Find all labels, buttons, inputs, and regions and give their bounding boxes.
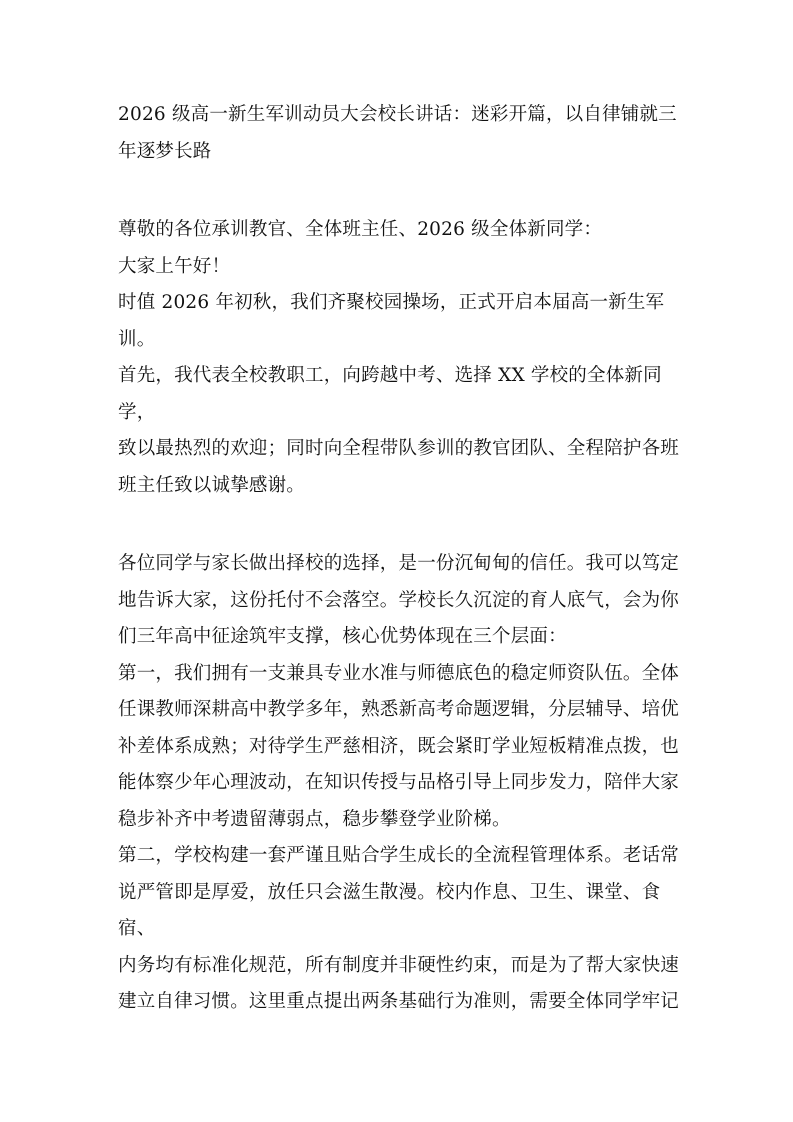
- paragraph-4-line-3: 内务均有标准化规范，所有制度并非硬性约束，而是为了帮大家快速: [118, 954, 680, 976]
- paragraph-3-line-3: 补差体系成熟；对待学生严慈相济，既会紧盯学业短板精准点拨，也: [118, 735, 680, 757]
- paragraph-1-line-2: 首先，我代表全校教职工，向跨越中考、选择 XX 学校的全体新同学，: [118, 365, 662, 423]
- blank-line: [118, 504, 680, 546]
- document-body: [118, 97, 680, 1021]
- blank-line: [118, 170, 680, 212]
- paragraph-1-line-1: 时值 2026 年初秋，我们齐聚校园操场，正式开启本届高一新生军训。: [118, 292, 665, 350]
- document-title-line-2: 年逐梦长路: [118, 140, 212, 162]
- greeting: 大家上午好！: [118, 255, 231, 277]
- paragraph-4-line-1: 第二，学校构建一套严谨且贴合学生成长的全流程管理体系。老话常: [118, 845, 680, 866]
- paragraph-3-line-5: 稳步补齐中考遗留薄弱点，稳步攀登学业阶梯。: [118, 808, 511, 830]
- paragraph-2-line-2: 地告诉大家，这份托付不会落空。学校长久沉淀的育人底气，会为你: [118, 589, 680, 611]
- paragraph-2-line-1: 各位同学与家长做出择校的选择，是一份沉甸甸的信任。我可以笃定: [118, 553, 680, 574]
- paragraph-3-line-4: 能体察少年心理波动，在知识传授与品格引导上同步发力，陪伴大家: [118, 772, 680, 793]
- document-title-line-1: 2026 级高一新生军训动员大会校长讲话：迷彩开篇，以自律铺就三: [118, 104, 677, 125]
- salutation: 尊敬的各位承训教官、全体班主任、2026 级全体新同学：: [118, 219, 603, 240]
- paragraph-4-line-2: 说严管即是厚爱，放任只会滋生散漫。校内作息、卫生、课堂、食宿、: [118, 881, 661, 939]
- paragraph-3-line-1: 第一，我们拥有一支兼具专业水准与师德底色的稳定师资队伍。全体: [118, 662, 680, 684]
- paragraph-3-line-2: 任课教师深耕高中教学多年，熟悉新高考命题逻辑，分层辅导、培优: [118, 699, 680, 720]
- paragraph-4-line-4: 建立自律习惯。这里重点提出两条基础行为准则，需要全体同学牢记: [118, 991, 680, 1012]
- paragraph-1-line-4: 班主任致以诚挚感谢。: [118, 474, 306, 496]
- paragraph-1-line-3: 致以最热烈的欢迎；同时向全程带队参训的教官团队、全程陪护各班: [118, 438, 680, 459]
- paragraph-2-line-3: 们三年高中征途筑牢支撑，核心优势体现在三个层面：: [118, 626, 567, 647]
